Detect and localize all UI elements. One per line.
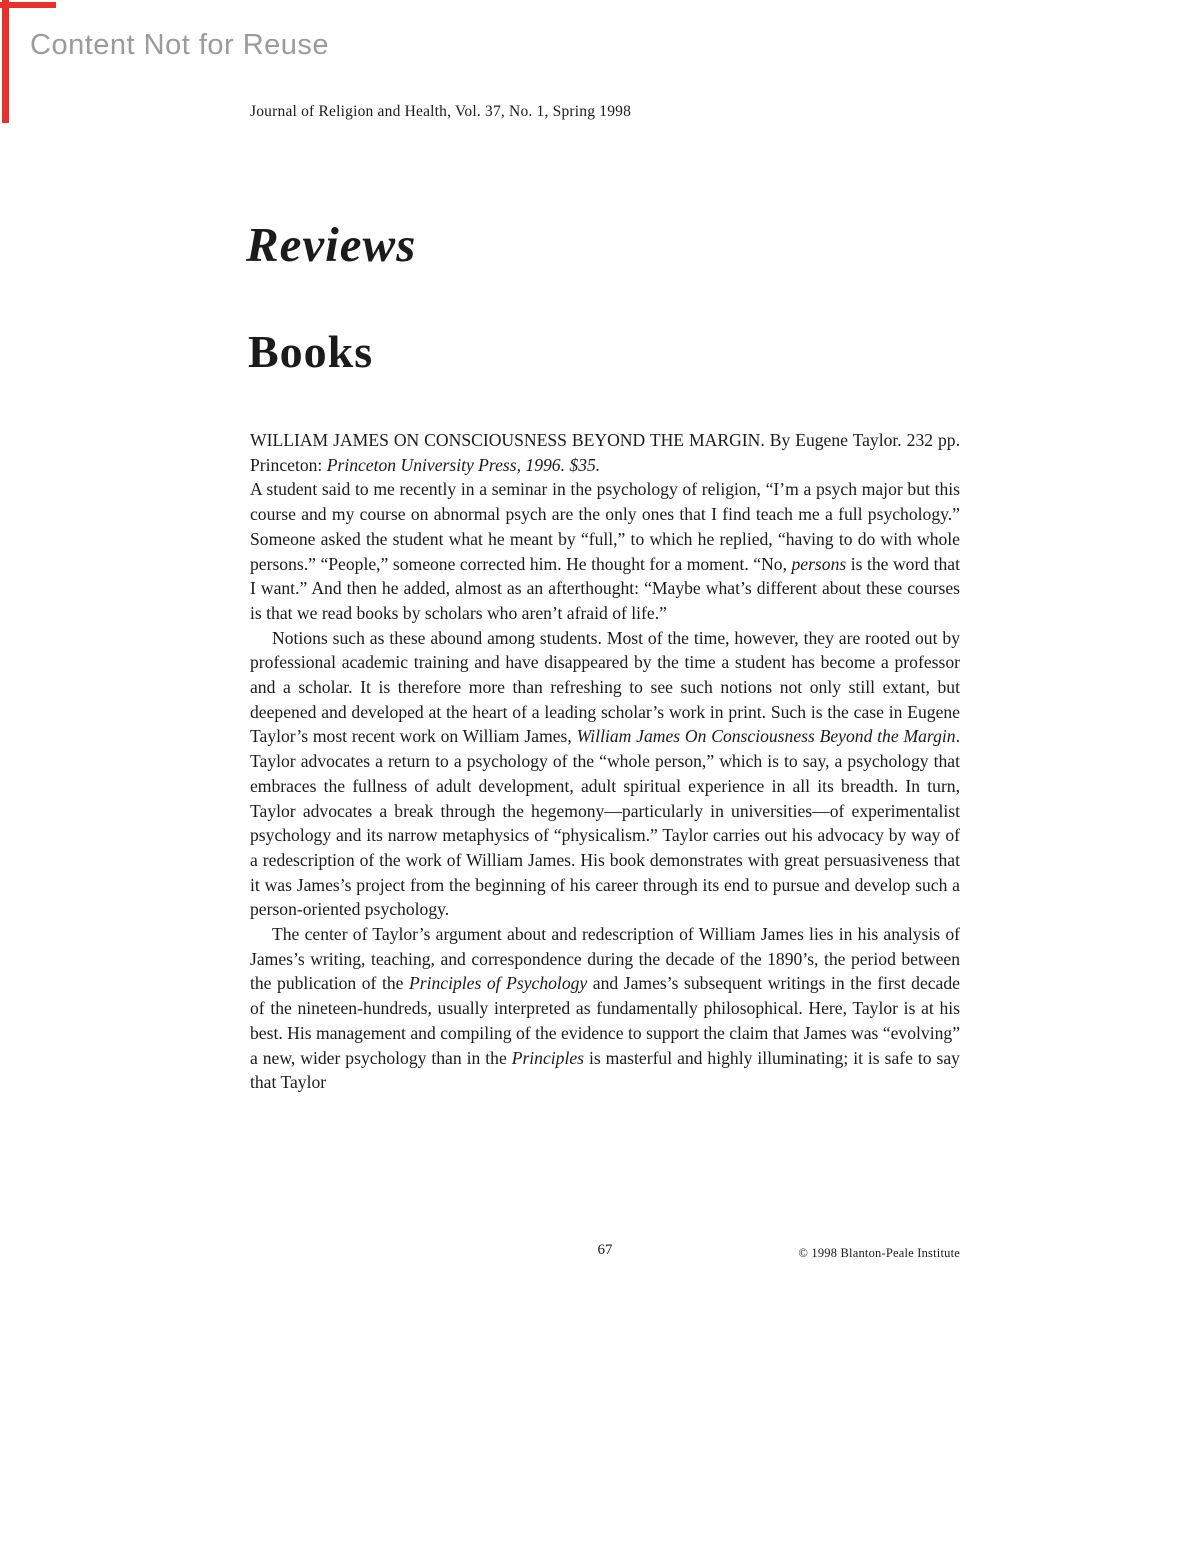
crop-mark-horizontal xyxy=(0,2,56,8)
subsection-title: Books xyxy=(248,326,374,377)
copyright-notice: © 1998 Blanton-Peale Institute xyxy=(798,1246,960,1260)
review-paragraph: A student said to me recently in a seminar in the psychology of religion, “I’m a psych major but this course and my course on abnormal psych are the only ones that I find teach me a full psychology.” Someone asked the student what he meant by “full,” to which he replied, “having to do with whole persons.” “People,” someone corrected him. He thought for a moment. “No, persons is the word that I want.” And then he added, almost as an afterthought: “Maybe what’s different about these courses is that we read books by scholars who aren’t afraid of life.” xyxy=(250,479,960,623)
journal-header: Journal of Religion and Health, Vol. 37, No. 1, Spring 1998 xyxy=(250,103,632,120)
review-body xyxy=(250,428,960,1095)
crop-mark-vertical xyxy=(2,0,9,123)
page-number: 67 xyxy=(597,1242,613,1258)
review-paragraph: The center of Taylor’s argument about and redescription of William James lies in his analysis of James’s writing, teaching, and correspondence during the decade of the 1890’s, the period between the publication of the Principles of Psychology and James’s subsequent writings in the first decade of the nineteen-hundreds, usually interpreted as fundamentally philosophical. Here, Taylor is at his best. His management and compiling of the evidence to support the claim that James was “evolving” a new, wider psychology than in the Principles is masterful and highly illuminating; it is safe to say that Taylor xyxy=(250,924,960,1093)
watermark: Content Not for Reuse xyxy=(30,29,330,61)
review-paragraph: Notions such as these abound among students. Most of the time, however, they are rooted out by professional academic training and have disappeared by the time a student has become a professor and a scholar. It is therefore more than refreshing to see such notions not only still extant, but deepened and developed at the heart of a leading scholar’s work in print. Such is the case in Eugene Taylor’s most recent work on William James, William James On Consciousness Beyond the Margin. Taylor advocates a return to a psychology of the “whole person,” which is to say, a psychology that embraces the fullness of adult development, adult spiritual experience in all its breadth. In turn, Taylor advocates a break through the hegemony—particularly in universities—of experimentalist psychology and its narrow metaphysics of “physicalism.” Taylor carries out his advocacy by way of a redescription of the work of William James. His book demonstrates with great persuasiveness that it was James’s project from the beginning of his career through its end to pursue and develop such a person-oriented psychology. xyxy=(250,627,960,920)
book-citation: WILLIAM JAMES ON CONSCIOUSNESS BEYOND THE MARGIN. By Eugene Taylor. 232 pp. Princeton: Princeton University Press, 1996. $35. xyxy=(250,430,960,475)
section-title: Reviews xyxy=(246,217,417,272)
